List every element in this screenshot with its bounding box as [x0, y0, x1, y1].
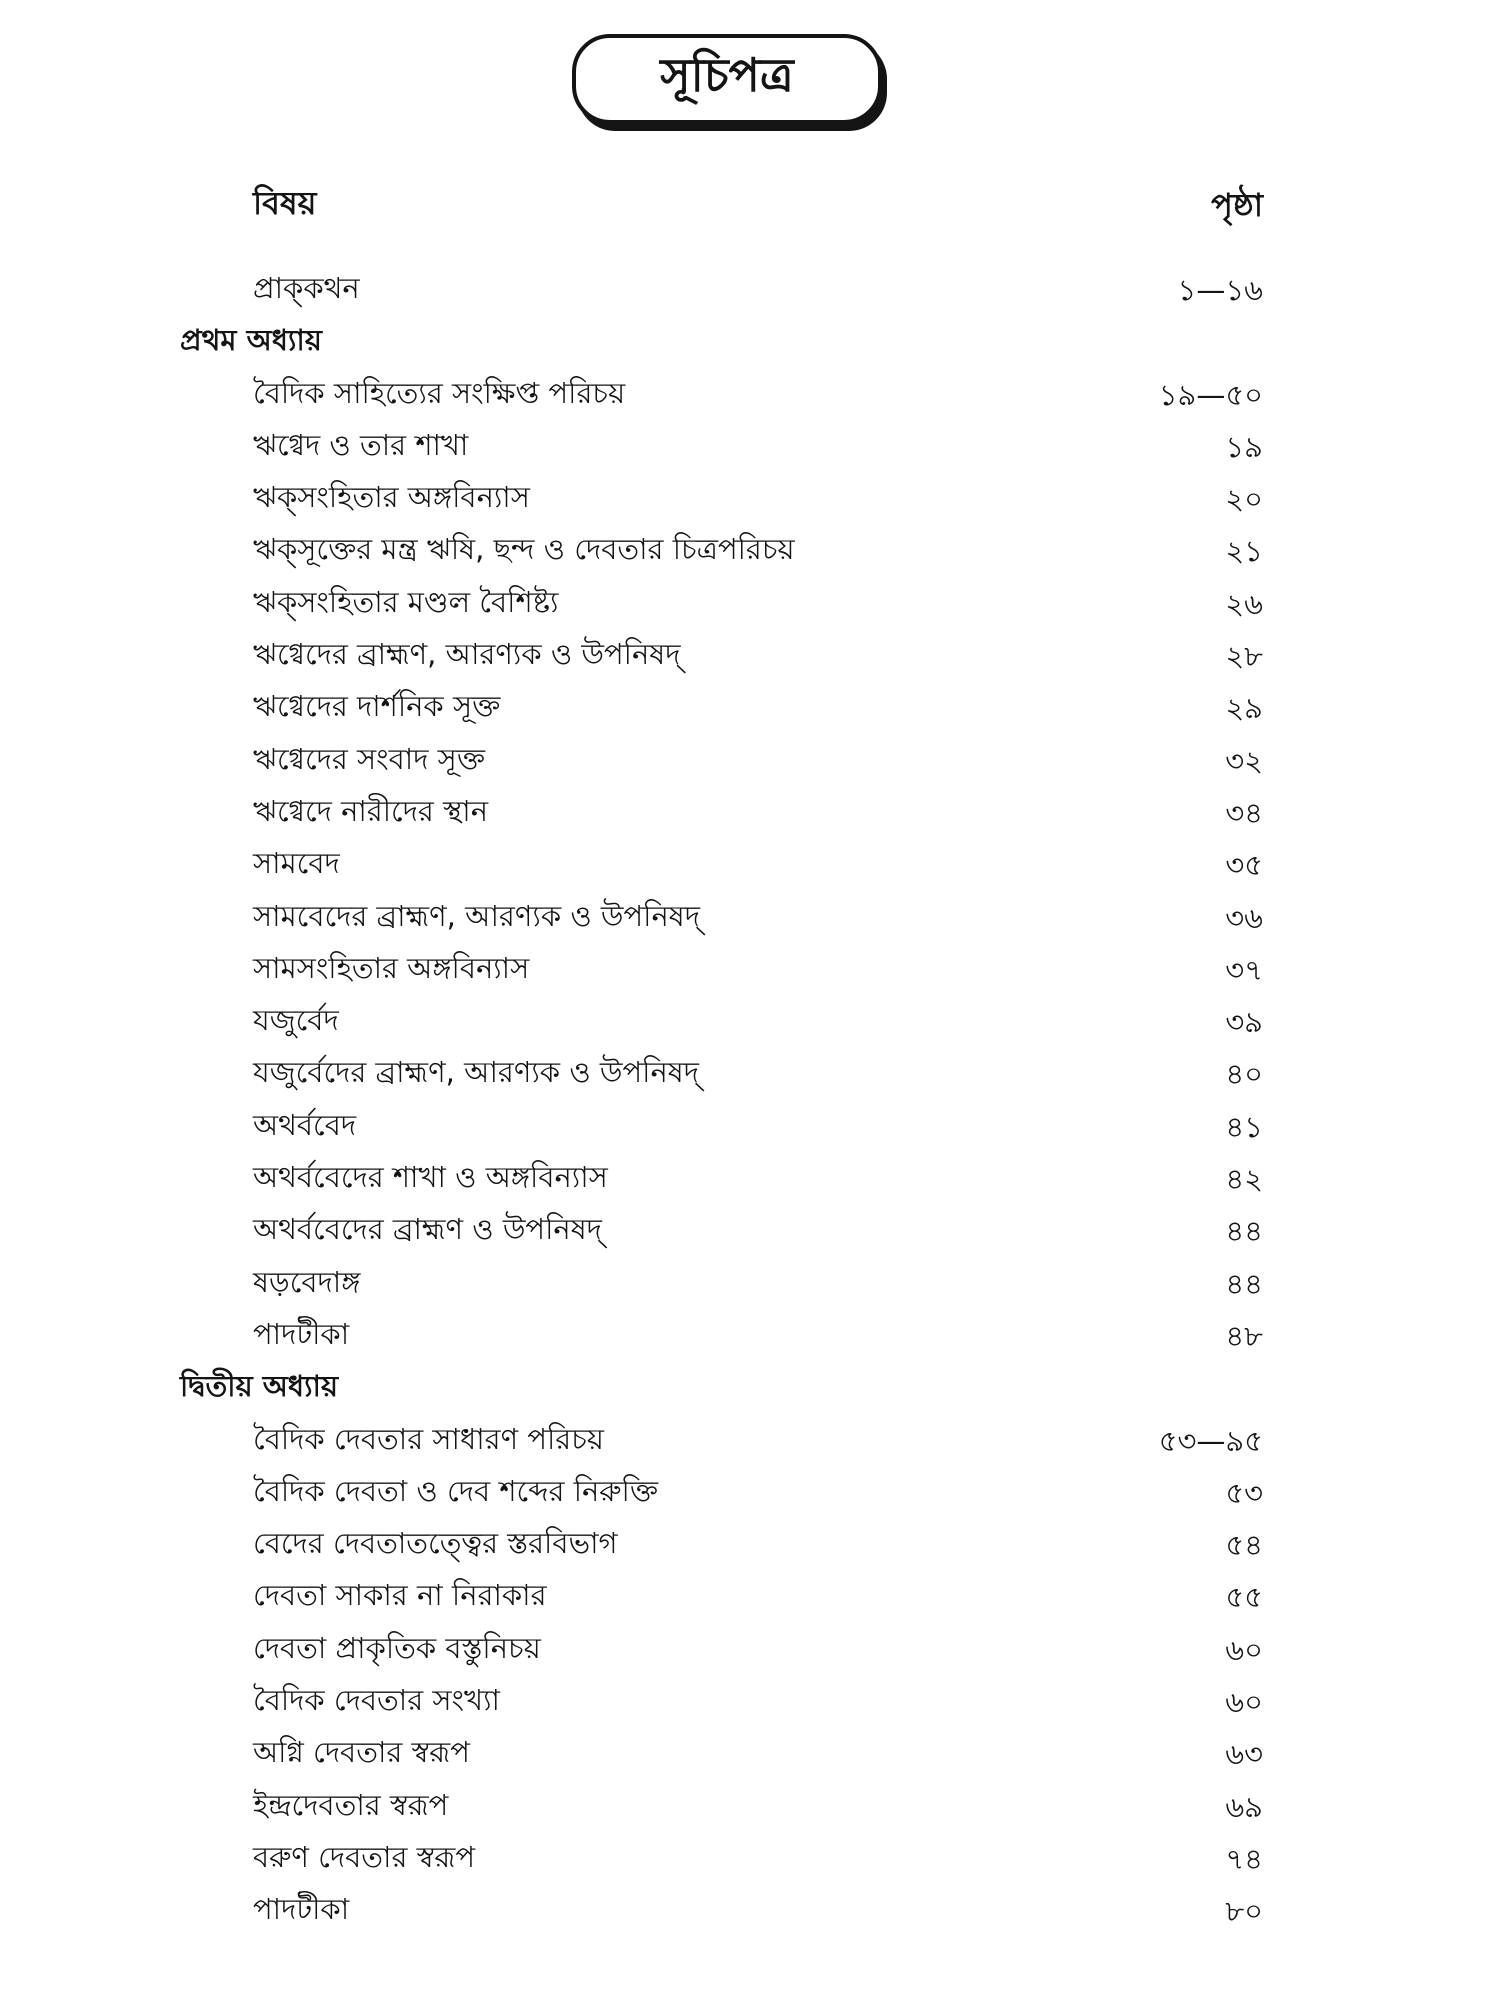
entry-page-number: ২৬: [1225, 586, 1263, 621]
toc-entry: [0, 1883, 1500, 1935]
toc-entry: [0, 1256, 1500, 1308]
entry-page-number: ৬৯: [1225, 1789, 1263, 1824]
toc-entry: [0, 367, 1500, 419]
entry-title: ঋগ্বেদে নারীদের স্থান: [253, 793, 489, 828]
entry-title: ঋক্‌সংহিতার অঙ্গবিন্যাস: [253, 480, 530, 515]
entry-page-number: ৩৭: [1225, 952, 1263, 987]
entry-title: বেদের দেবতাতত্ত্বের স্তরবিভাগ: [253, 1526, 618, 1561]
toc-entry: [0, 733, 1500, 785]
entry-title: ঋক্‌সূক্তের মন্ত্র ঋষি, ছন্দ ও দেবতার চিত্রপরিচয়: [253, 532, 795, 567]
toc-entry: [0, 1726, 1500, 1778]
entry-title: অথর্ববেদের শাখা ও অঙ্গবিন্যাস: [253, 1160, 608, 1195]
entry-title: অগ্নি দেবতার স্বরূপ: [253, 1735, 470, 1770]
entry-title: বৈদিক দেবতা ও দেব শব্দের নিরুক্তি: [253, 1473, 659, 1508]
entry-title: ঋগ্বেদের সংবাদ সূক্ত: [253, 741, 485, 776]
chapter-title: দ্বিতীয় অধ্যায়: [180, 1369, 339, 1404]
page-column-header: পৃষ্ঠা: [1211, 186, 1263, 224]
table-of-contents: [0, 262, 1500, 1936]
entry-title: ঋগ্বেদের ব্রাহ্মণ, আরণ্যক ও উপনিষদ্‌: [253, 637, 681, 672]
entry-title: দেবতা সাকার না নিরাকার: [253, 1578, 547, 1613]
entry-page-number: ৫৩: [1225, 1475, 1263, 1510]
toc-entry: [0, 1099, 1500, 1151]
entry-page-number: ৬৩: [1225, 1737, 1263, 1772]
toc-entry: [0, 1046, 1500, 1098]
entry-page-number: ২৯: [1225, 691, 1263, 726]
toc-entry: [0, 1622, 1500, 1674]
toc-entry: [0, 1517, 1500, 1569]
entry-page-number: ৩৬: [1225, 900, 1263, 935]
toc-entry: [0, 994, 1500, 1046]
toc-entry: [0, 680, 1500, 732]
chapter-title: প্রথম অধ্যায়: [180, 323, 322, 358]
page-title: সূচিপত্র: [572, 34, 882, 124]
toc-entry: [0, 262, 1500, 314]
entry-page-number: ৪১: [1225, 1109, 1263, 1144]
entry-page-number: ৪০: [1225, 1057, 1263, 1092]
toc-entry: [0, 1831, 1500, 1883]
toc-entry: [0, 1308, 1500, 1360]
toc-entry: [0, 890, 1500, 942]
entry-page-number: ৩৫: [1225, 848, 1263, 883]
toc-entry: [0, 523, 1500, 575]
entry-title: অথর্ববেদের ব্রাহ্মণ ও উপনিষদ্‌: [253, 1212, 602, 1247]
entry-title: দেবতা প্রাকৃতিক বস্তুনিচয়: [253, 1630, 541, 1665]
entry-page-number: ৩২: [1225, 743, 1263, 778]
entry-page-number: ৫৪: [1225, 1528, 1263, 1563]
toc-entry: [0, 1569, 1500, 1621]
entry-page-number: ৬০: [1225, 1632, 1263, 1667]
entry-title: সামবেদ: [253, 846, 340, 881]
entry-page-number: ১৯—৫০: [1158, 377, 1263, 412]
toc-entry: [0, 837, 1500, 889]
toc-entry: [0, 419, 1500, 471]
entry-title: ষড়বেদাঙ্গ: [253, 1264, 361, 1299]
toc-entry: [0, 471, 1500, 523]
entry-page-number: ৪৮: [1225, 1318, 1263, 1353]
toc-entry: [0, 1151, 1500, 1203]
entry-title: যজুর্বেদের ব্রাহ্মণ, আরণ্যক ও উপনিষদ্‌: [253, 1055, 699, 1090]
chapter-heading: [0, 1360, 1500, 1412]
entry-page-number: ৮০: [1225, 1894, 1263, 1929]
entry-title: বৈদিক দেবতার সংখ্যা: [253, 1683, 500, 1718]
entry-page-number: ৫৫: [1225, 1580, 1263, 1615]
entry-page-number: ৬০: [1225, 1685, 1263, 1720]
entry-page-number: ১৯: [1225, 429, 1263, 464]
entry-title: ইন্দ্রদেবতার স্বরূপ: [253, 1787, 449, 1822]
toc-entry: [0, 1779, 1500, 1831]
entry-title: অথর্ববেদ: [253, 1107, 357, 1142]
entry-page-number: ৫৩—৯৫: [1158, 1423, 1263, 1458]
entry-page-number: ৩৪: [1225, 795, 1263, 830]
entry-page-number: ২০: [1225, 482, 1263, 517]
entry-page-number: ৪২: [1225, 1162, 1263, 1197]
topic-column-header: বিষয়: [253, 184, 317, 222]
entry-page-number: ৪৪: [1225, 1266, 1263, 1301]
entry-title: পাদটীকা: [253, 1316, 350, 1351]
entry-title: সামবেদের ব্রাহ্মণ, আরণ্যক ও উপনিষদ্‌: [253, 898, 701, 933]
toc-entry: [0, 1413, 1500, 1465]
entry-title: পাদটীকা: [253, 1892, 350, 1927]
toc-entry: [0, 1203, 1500, 1255]
entry-page-number: ২১: [1225, 534, 1263, 569]
toc-entry: [0, 1465, 1500, 1517]
entry-title: ঋগ্বেদের দার্শনিক সূক্ত: [253, 689, 501, 724]
entry-page-number: ৩৯: [1225, 1005, 1263, 1040]
toc-entry: [0, 785, 1500, 837]
toc-entry: [0, 1674, 1500, 1726]
entry-title: ঋক্‌সংহিতার মণ্ডল বৈশিষ্ট্য: [253, 584, 559, 619]
entry-title: প্রাক্‌কথন: [253, 271, 360, 305]
entry-title: বৈদিক সাহিত্যের সংক্ষিপ্ত পরিচয়: [253, 375, 626, 410]
toc-entry: [0, 576, 1500, 628]
toc-entry: [0, 628, 1500, 680]
entry-title: সামসংহিতার অঙ্গবিন্যাস: [253, 950, 530, 985]
entry-title: বরুণ দেবতার স্বরূপ: [253, 1839, 476, 1874]
entry-page-number: ২৮: [1225, 639, 1263, 674]
entry-title: যজুর্বেদ: [253, 1003, 339, 1038]
chapter-heading: [0, 314, 1500, 366]
entry-title: বৈদিক দেবতার সাধারণ পরিচয়: [253, 1421, 604, 1456]
entry-page-number: ৪৪: [1225, 1214, 1263, 1249]
entry-page-number: ১—১৬: [1177, 273, 1263, 307]
toc-entry: [0, 942, 1500, 994]
entry-page-number: ৭৪: [1225, 1841, 1263, 1876]
entry-title: ঋগ্বেদ ও তার শাখা: [253, 427, 469, 462]
